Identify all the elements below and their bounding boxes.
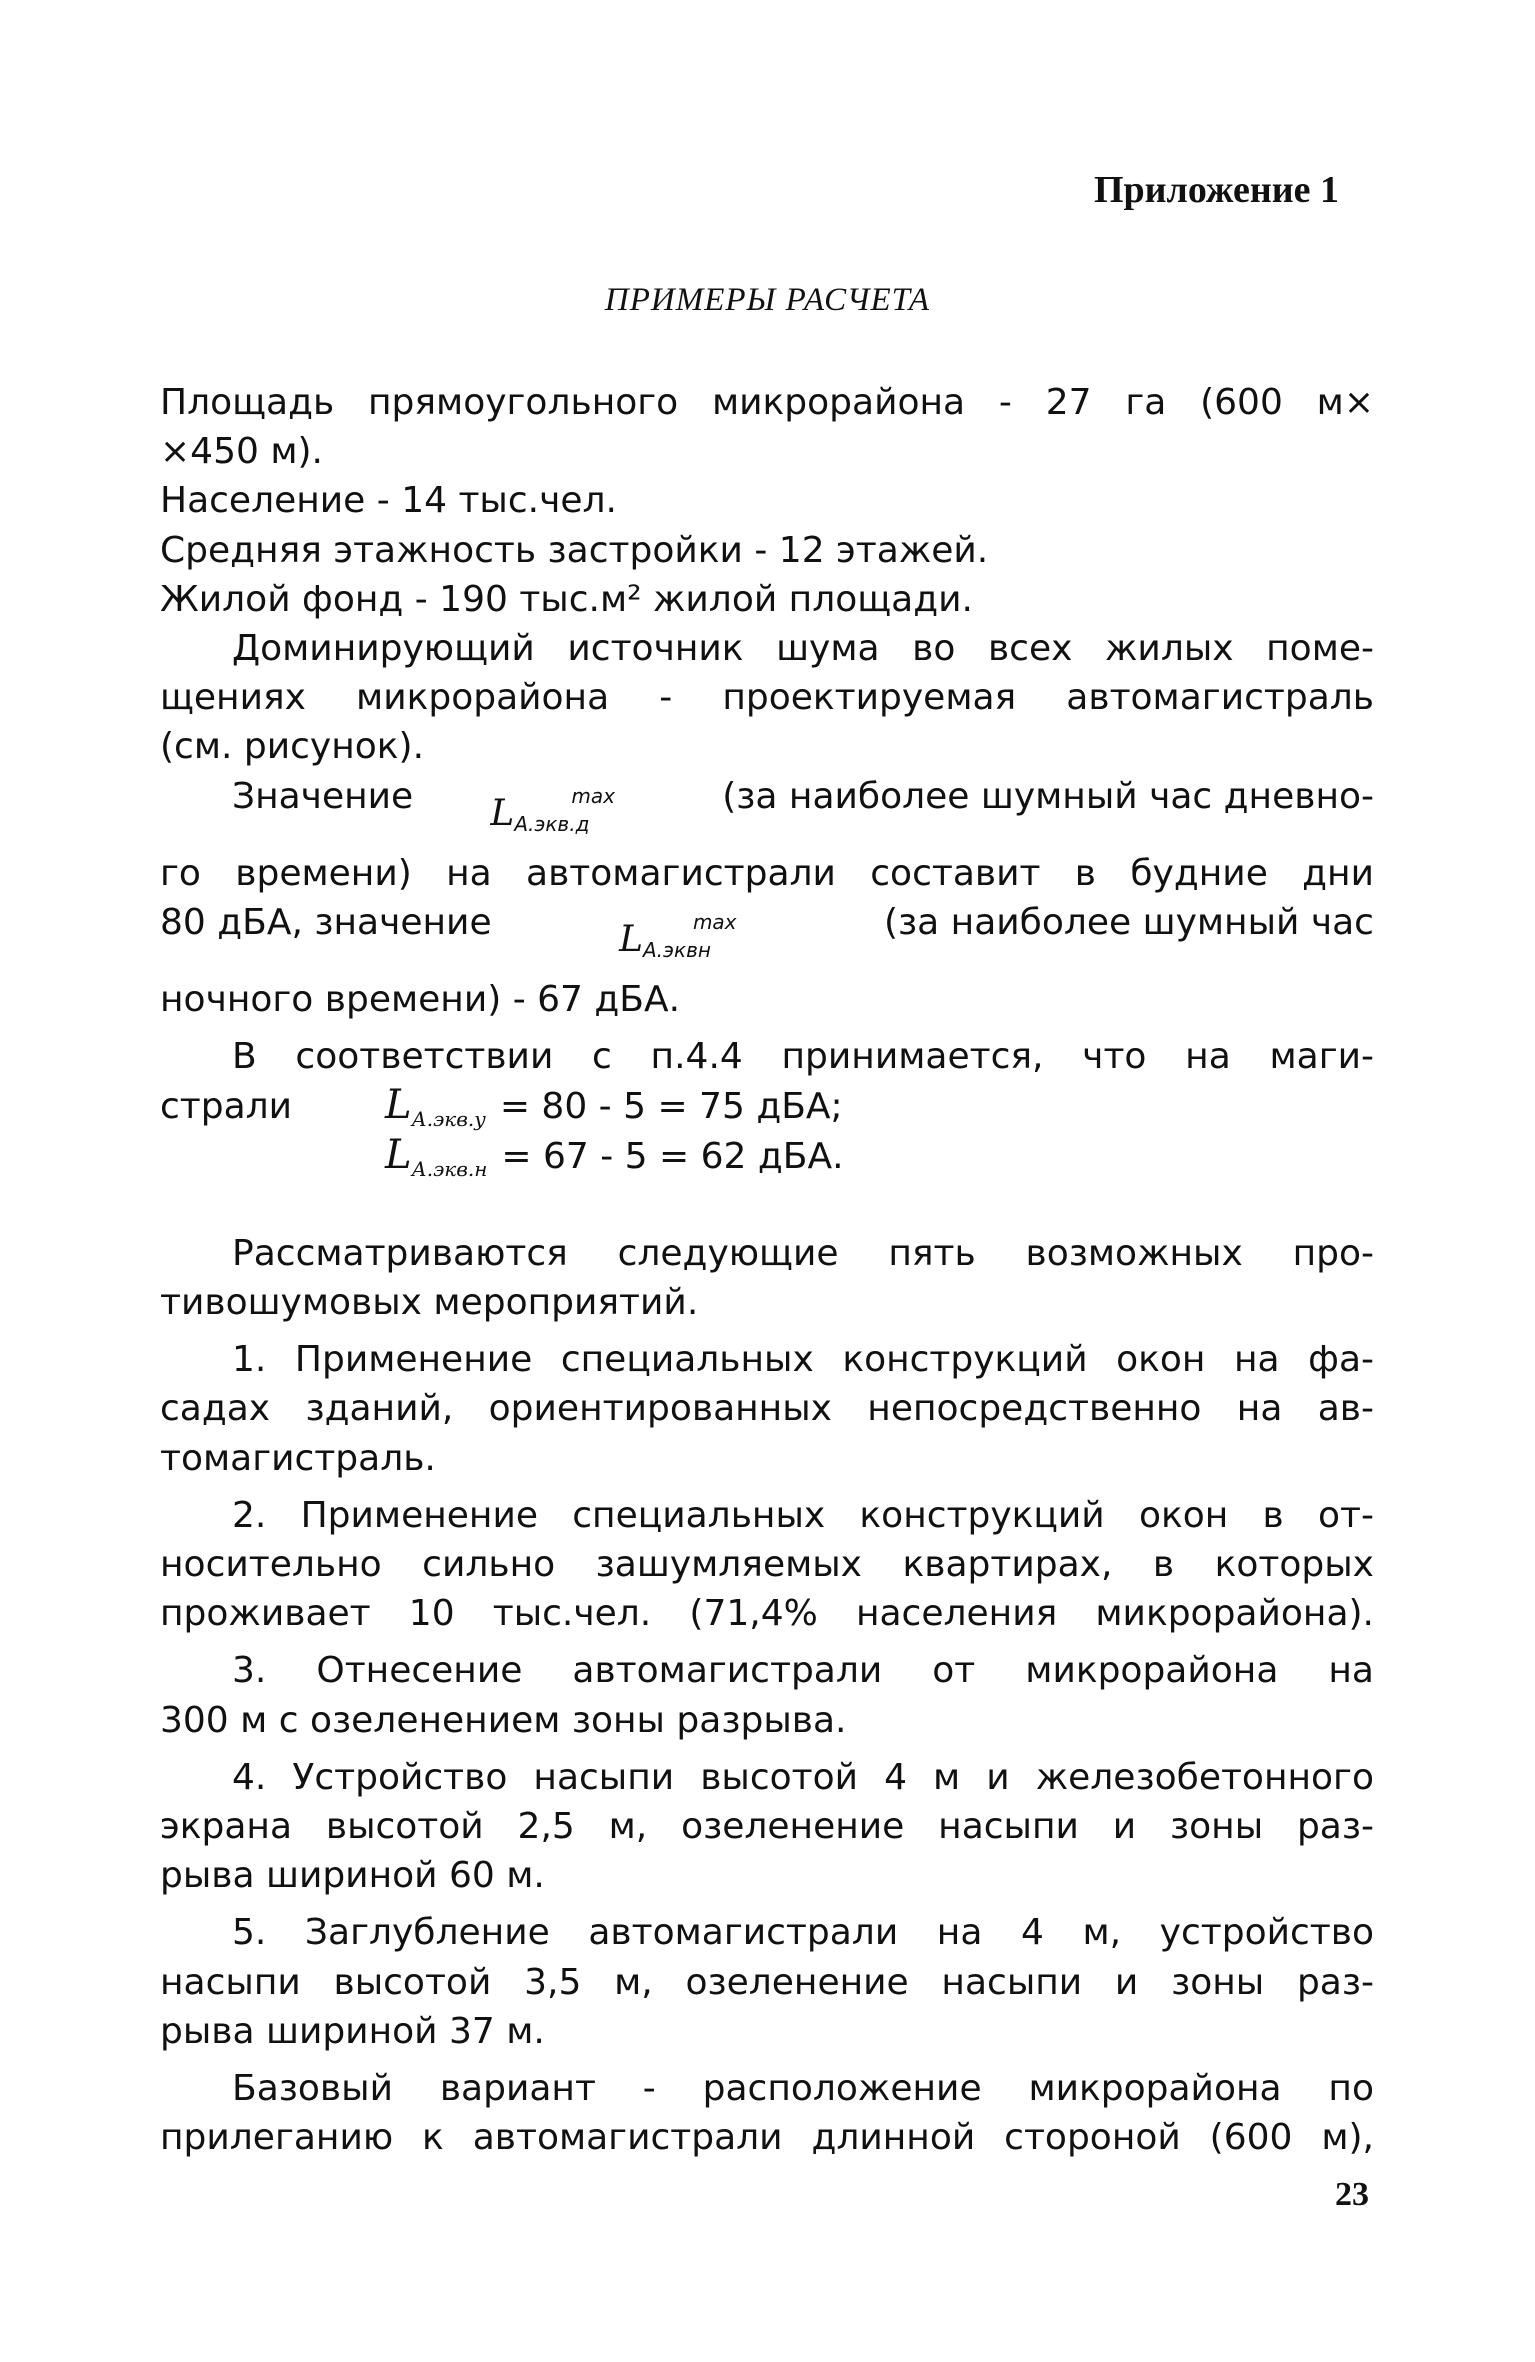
- text-line: ночного времени) - 67 дБА.: [160, 979, 681, 1021]
- symbol-subscript: А.экв.н: [411, 1157, 488, 1181]
- text-fragment: 80 дБА, значение: [160, 902, 492, 944]
- symbol-l: L: [385, 1132, 412, 1178]
- text-line: В соответствии с п.4.4 принимается, что на маги-: [232, 1036, 1374, 1078]
- text-line: го времени) на автомагистрали составит в будние дни: [160, 852, 1374, 894]
- page-number: 23: [1335, 2176, 1369, 2213]
- text-line: 2. Применение специальных конструкций окон в от-: [232, 1494, 1374, 1536]
- text-line: щениях микрорайона - проектируемая автомагистраль: [160, 677, 1374, 719]
- formula-day: [385, 1082, 843, 1131]
- text-line: тивошумовых мероприятий.: [160, 1282, 699, 1324]
- section-title: ПРИМЕРЫ РАСЧЕТА: [604, 282, 931, 318]
- symbol-superscript: max: [692, 910, 737, 935]
- symbol-subscript: А.экв.у: [411, 1107, 486, 1131]
- symbol-subscript: А.экв.д: [514, 811, 590, 836]
- text-line: ×450 м).: [160, 431, 323, 473]
- text-line: рыва шириной 60 м.: [160, 1855, 545, 1897]
- text-line: 4. Устройство насыпи высотой 4 м и железобетонного: [232, 1756, 1374, 1798]
- text-line: насыпи высотой 3,5 м, озеленение насыпи и зоны раз-: [160, 1961, 1374, 2003]
- text-line: Население - 14 тыс.чел.: [160, 480, 617, 522]
- text-line: 3. Отнесение автомагистрали от микрорайона на: [232, 1650, 1374, 1692]
- text-line: прилеганию к автомагистрали длинной стороной (600 м),: [160, 2117, 1374, 2159]
- text-line: 1. Применение специальных конструкций окон на фа-: [232, 1339, 1374, 1381]
- text-line: страли: [160, 1085, 293, 1127]
- text-line: экрана высотой 2,5 м, озеленение насыпи и зоны раз-: [160, 1806, 1374, 1848]
- text-line: Рассматриваются следующие пять возможных про-: [232, 1232, 1374, 1274]
- text-line: рыва шириной 37 м.: [160, 2010, 545, 2052]
- text-line: Площадь прямоугольного микрорайона - 27 га (600 м×: [160, 382, 1374, 423]
- text-line: (см. рисунок).: [160, 726, 425, 768]
- text-line: Доминирующий источник шума во всех жилых поме-: [232, 628, 1374, 670]
- appendix-label: Приложение 1: [1093, 169, 1339, 211]
- formula-night: [385, 1132, 844, 1181]
- text-fragment: Значение: [232, 775, 414, 817]
- body-text: [160, 378, 1374, 2163]
- text-line: Жилой фонд - 190 тыс.м² жилой площади.: [160, 578, 973, 620]
- text-line: 300 м с озеленением зоны разрыва.: [160, 1699, 847, 1741]
- text-line: Средняя этажность застройки - 12 этажей.: [160, 529, 989, 571]
- lmax-symbol-day: [490, 772, 615, 849]
- symbol-l: L: [490, 792, 515, 834]
- text-line: проживает 10 тыс.чел. (71,4% населения микрорайона).: [160, 1593, 1374, 1635]
- text-line: садах зданий, ориентированных непосредственно на ав-: [160, 1388, 1374, 1430]
- symbol-l: L: [619, 919, 643, 961]
- symbol-l: L: [385, 1082, 412, 1128]
- text-line: 5. Заглубление автомагистрали на 4 м, устройство: [232, 1912, 1374, 1954]
- text-fragment: (за наиболее шумный час дневно-: [722, 775, 1374, 817]
- text-line: томагистраль.: [160, 1437, 436, 1479]
- text-line: Базовый вариант - расположение микрорайона по: [232, 2068, 1374, 2110]
- text-line: носительно сильно зашумляемых квартирах, в которых: [160, 1544, 1374, 1586]
- symbol-subscript: А.эквн: [642, 938, 711, 963]
- text-line-with-symbol: [160, 898, 1374, 975]
- formula-expression: = 80 - 5 = 75 дБА;: [499, 1086, 843, 1127]
- lmax-symbol-night: [619, 898, 736, 975]
- text-fragment: (за наиболее шумный час: [883, 902, 1374, 944]
- text-line-with-symbol: [160, 772, 1374, 849]
- symbol-superscript: max: [571, 783, 615, 808]
- formula-expression: = 67 - 5 = 62 дБА.: [501, 1136, 844, 1177]
